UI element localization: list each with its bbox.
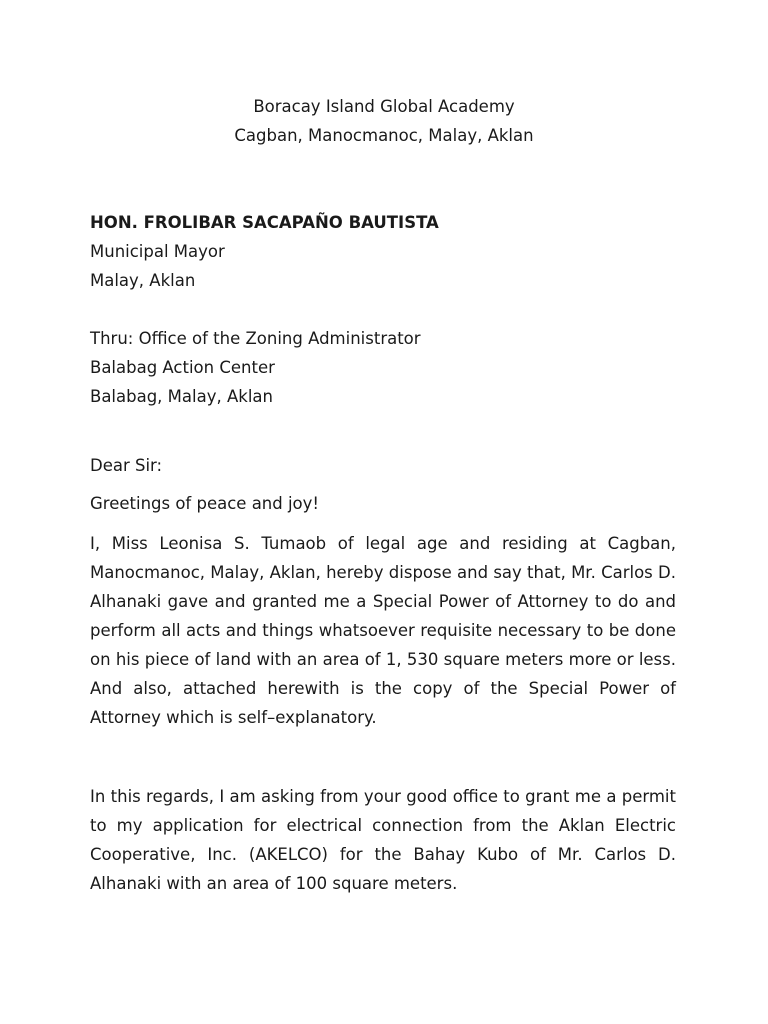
thru-block [90,324,676,411]
sender-header [0,92,768,150]
thru-office: Thru: Office of the Zoning Administrator [90,329,421,348]
recipient-name: HON. FROLIBAR SACAPAÑO BAUTISTA [90,213,439,232]
salutation: Dear Sir: [90,456,163,475]
thru-address: Balabag, Malay, Aklan [90,387,273,406]
body-paragraph-1: I, Miss Leonisa S. Tumaob of legal age and residing at Cagban, Manocmanoc, Malay, Aklan, hereby dispose and say that, Mr. Carlos D. Alhanaki gave and granted me a Special Power of Attorney to do and perform all acts and things whatsoever requisite necessary to be done on his piece of land with an area of 1, 530 square meters more or less. And also, attached herewith is the copy of the Special Power of Attorney which is self–explanatory. [90,534,676,727]
sender-address: Cagban, Manocmanoc, Malay, Aklan [234,126,534,145]
recipient-location: Malay, Aklan [90,271,196,290]
body-paragraph-2: In this regards, I am asking from your good office to grant me a permit to my application for electrical connection from the Aklan Electric Cooperative, Inc. (AKELCO) for the Bahay Kubo of Mr. Carlos D. Alhanaki with an area of 100 square meters. [90,787,676,893]
thru-center: Balabag Action Center [90,358,275,377]
greeting: Greetings of peace and joy! [90,494,320,513]
recipient-title: Municipal Mayor [90,242,225,261]
recipient-block [90,208,676,295]
sender-name: Boracay Island Global Academy [253,97,515,116]
